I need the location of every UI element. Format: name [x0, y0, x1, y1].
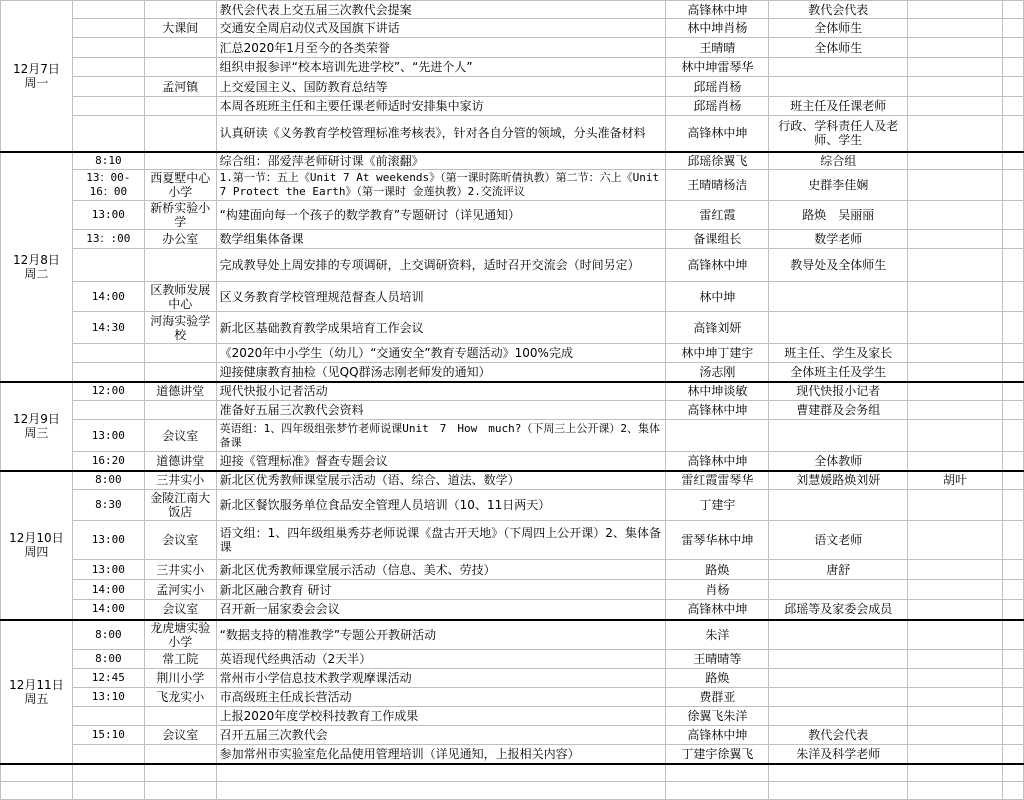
- schedule-row: [1, 471, 1024, 490]
- blank-cell[interactable]: [1002, 344, 1023, 363]
- empty-cell[interactable]: [1002, 764, 1023, 782]
- time-cell[interactable]: 12:00: [72, 382, 144, 401]
- time-cell[interactable]: 14:00: [72, 580, 144, 600]
- time-cell[interactable]: [72, 344, 144, 363]
- schedule-row: [1, 620, 1024, 650]
- time-cell[interactable]: 14:00: [72, 282, 144, 312]
- time-cell[interactable]: 13:10: [72, 688, 144, 707]
- participants-cell[interactable]: 现代快报小记者: [769, 382, 908, 401]
- place-cell[interactable]: 龙虎塘实验小学: [144, 620, 216, 650]
- time-cell[interactable]: [72, 363, 144, 382]
- schedule-row: [1, 669, 1024, 688]
- schedule-row: [1, 726, 1024, 745]
- blank-cell[interactable]: [1002, 650, 1023, 669]
- place-cell[interactable]: 会议室: [144, 600, 216, 620]
- time-cell[interactable]: [72, 77, 144, 97]
- extra-cell[interactable]: [908, 249, 1003, 282]
- lead-cell[interactable]: 雷红霞雷琴华: [666, 471, 769, 490]
- empty-row: [1, 764, 1024, 782]
- time-cell[interactable]: [72, 1, 144, 19]
- task-cell[interactable]: 区义务教育学校管理规范督查人员培训: [216, 282, 666, 312]
- place-cell[interactable]: 办公室: [144, 230, 216, 249]
- extra-cell[interactable]: [908, 344, 1003, 363]
- day-cell[interactable]: [1, 382, 73, 471]
- lead-cell[interactable]: 林中坤肖杨: [666, 19, 769, 38]
- participants-cell[interactable]: 全体师生: [769, 19, 908, 38]
- task-cell[interactable]: 迎接健康教育抽检（见QQ群汤志刚老师发的通知）: [216, 363, 666, 382]
- time-cell[interactable]: 13:00: [72, 420, 144, 452]
- schedule-row: [1, 580, 1024, 600]
- blank-cell[interactable]: [1002, 521, 1023, 560]
- time-cell[interactable]: 8:00: [72, 620, 144, 650]
- schedule-row: [1, 650, 1024, 669]
- extra-cell[interactable]: [908, 726, 1003, 745]
- blank-cell[interactable]: [1002, 58, 1023, 77]
- task-cell[interactable]: 新北区优秀教师课堂展示活动（语、综合、道法、数学）: [216, 471, 666, 490]
- blank-cell[interactable]: [1002, 312, 1023, 344]
- blank-cell[interactable]: [1002, 249, 1023, 282]
- blank-cell[interactable]: [1002, 38, 1023, 58]
- time-cell[interactable]: [72, 401, 144, 420]
- empty-cell[interactable]: [144, 764, 216, 782]
- participants-cell[interactable]: 班主任、学生及家长: [769, 344, 908, 363]
- place-cell[interactable]: 会议室: [144, 521, 216, 560]
- time-cell[interactable]: [72, 707, 144, 726]
- participants-cell[interactable]: [769, 669, 908, 688]
- schedule-row: [1, 344, 1024, 363]
- task-cell[interactable]: 汇总2020年1月至今的各类荣誉: [216, 38, 666, 58]
- day-weekday: 周二: [24, 266, 49, 281]
- lead-cell[interactable]: 雷琴华林中坤: [666, 521, 769, 560]
- schedule-row: [1, 282, 1024, 312]
- lead-cell[interactable]: 高锋林中坤: [666, 1, 769, 19]
- extra-cell[interactable]: [908, 745, 1003, 764]
- blank-cell[interactable]: [1002, 1, 1023, 19]
- extra-cell[interactable]: [908, 401, 1003, 420]
- blank-cell[interactable]: [1002, 620, 1023, 650]
- task-cell[interactable]: 上交爱国主义、国防教育总结等: [216, 77, 666, 97]
- place-cell[interactable]: 金陵江南大饭店: [144, 490, 216, 521]
- day-cell[interactable]: [1, 152, 73, 382]
- blank-cell[interactable]: [1002, 97, 1023, 116]
- task-cell[interactable]: 召开五届三次教代会: [216, 726, 666, 745]
- participants-cell[interactable]: [769, 77, 908, 97]
- participants-cell[interactable]: 数学老师: [769, 230, 908, 249]
- task-cell[interactable]: 交通安全周启动仪式及国旗下讲话: [216, 19, 666, 38]
- place-cell[interactable]: 西夏墅中心小学: [144, 170, 216, 201]
- extra-cell[interactable]: [908, 521, 1003, 560]
- extra-cell[interactable]: [908, 152, 1003, 170]
- task-cell[interactable]: 组织申报参评“校本培训先进学校”、“先进个人”: [216, 58, 666, 77]
- blank-cell[interactable]: [1002, 201, 1023, 230]
- lead-cell[interactable]: 林中坤: [666, 282, 769, 312]
- blank-cell[interactable]: [1002, 669, 1023, 688]
- lead-cell[interactable]: 王晴晴等: [666, 650, 769, 669]
- place-cell[interactable]: 孟河实小: [144, 580, 216, 600]
- schedule-row: [1, 420, 1024, 452]
- participants-cell[interactable]: [769, 420, 908, 452]
- participants-cell[interactable]: 史群李佳娴: [769, 170, 908, 201]
- blank-cell[interactable]: [1002, 170, 1023, 201]
- lead-cell[interactable]: 汤志刚: [666, 363, 769, 382]
- blank-cell[interactable]: [1002, 600, 1023, 620]
- task-cell[interactable]: “数据支持的精准教学”专题公开教研活动: [216, 620, 666, 650]
- time-cell[interactable]: 8:10: [72, 152, 144, 170]
- task-cell[interactable]: 英语组：1、四年级组张梦竹老师说课Unit 7 How much?（下周三上公开课）2、集体备课: [216, 420, 666, 452]
- empty-cell[interactable]: [908, 764, 1003, 782]
- time-cell[interactable]: [72, 249, 144, 282]
- extra-cell[interactable]: [908, 452, 1003, 471]
- day-cell[interactable]: [1, 1, 73, 152]
- time-cell[interactable]: 15:10: [72, 726, 144, 745]
- time-cell[interactable]: 8:00: [72, 471, 144, 490]
- day-weekday: 周三: [24, 426, 49, 440]
- extra-cell[interactable]: [908, 97, 1003, 116]
- schedule-row: [1, 490, 1024, 521]
- time-cell[interactable]: [72, 97, 144, 116]
- place-cell[interactable]: 大课间: [144, 19, 216, 38]
- extra-cell[interactable]: [908, 688, 1003, 707]
- lead-cell[interactable]: 林中坤丁建宇: [666, 344, 769, 363]
- task-cell[interactable]: 市高级班主任成长营活动: [216, 688, 666, 707]
- time-cell[interactable]: 13:00: [72, 201, 144, 230]
- extra-cell[interactable]: [908, 620, 1003, 650]
- blank-cell[interactable]: [1002, 580, 1023, 600]
- place-cell[interactable]: 道德讲堂: [144, 382, 216, 401]
- day-date: 12月7日: [12, 61, 60, 76]
- schedule-row: [1, 38, 1024, 58]
- participants-cell[interactable]: [769, 580, 908, 600]
- place-cell[interactable]: 道德讲堂: [144, 452, 216, 471]
- participants-cell[interactable]: 全体班主任及学生: [769, 363, 908, 382]
- extra-cell[interactable]: [908, 420, 1003, 452]
- lead-cell[interactable]: 王晴晴杨洁: [666, 170, 769, 201]
- time-cell[interactable]: 8:00: [72, 650, 144, 669]
- blank-cell[interactable]: [1002, 726, 1023, 745]
- extra-cell[interactable]: [908, 230, 1003, 249]
- blank-cell[interactable]: [1002, 152, 1023, 170]
- task-cell[interactable]: 迎接《管理标准》督查专题会议: [216, 452, 666, 471]
- place-cell[interactable]: [144, 152, 216, 170]
- blank-cell[interactable]: [1002, 688, 1023, 707]
- blank-cell[interactable]: [1002, 471, 1023, 490]
- extra-cell[interactable]: [908, 560, 1003, 580]
- blank-cell[interactable]: [1002, 282, 1023, 312]
- task-cell[interactable]: 新北区餐饮服务单位食品安全管理人员培训（10、11日两天）: [216, 490, 666, 521]
- task-cell[interactable]: 完成教导处上周安排的专项调研，上交调研资料，适时召开交流会（时间另定）: [216, 249, 666, 282]
- lead-cell[interactable]: 备课组长: [666, 230, 769, 249]
- task-cell[interactable]: 上报2020年度学校科技教育工作成果: [216, 707, 666, 726]
- extra-cell[interactable]: [908, 669, 1003, 688]
- participants-cell[interactable]: 语文老师: [769, 521, 908, 560]
- task-cell[interactable]: 语文组：1、四年级组巢秀芬老师说课《盘古开天地》（下周四上公开课）2、集体备课: [216, 521, 666, 560]
- participants-cell[interactable]: 综合组: [769, 152, 908, 170]
- day-cell[interactable]: [1, 471, 73, 620]
- time-cell[interactable]: [72, 38, 144, 58]
- schedule-row: [1, 58, 1024, 77]
- extra-cell[interactable]: [908, 650, 1003, 669]
- lead-cell[interactable]: 王晴晴: [666, 38, 769, 58]
- extra-cell[interactable]: [908, 382, 1003, 401]
- place-cell[interactable]: [144, 363, 216, 382]
- extra-cell[interactable]: [908, 77, 1003, 97]
- schedule-row: [1, 600, 1024, 620]
- schedule-row: [1, 452, 1024, 471]
- lead-cell[interactable]: 路焕: [666, 669, 769, 688]
- extra-cell[interactable]: [908, 1, 1003, 19]
- lead-cell[interactable]: [666, 420, 769, 452]
- task-cell[interactable]: “构建面向每一个孩子的数学教育”专题研讨（详见通知）: [216, 201, 666, 230]
- blank-cell[interactable]: [1002, 77, 1023, 97]
- schedule-row: [1, 97, 1024, 116]
- task-cell[interactable]: 现代快报小记者活动: [216, 382, 666, 401]
- extra-cell[interactable]: [908, 600, 1003, 620]
- lead-cell[interactable]: 高锋林中坤: [666, 116, 769, 152]
- participants-cell[interactable]: 全体教师: [769, 452, 908, 471]
- lead-cell[interactable]: 高锋林中坤: [666, 249, 769, 282]
- time-cell[interactable]: 13:00: [72, 521, 144, 560]
- extra-cell[interactable]: [908, 170, 1003, 201]
- schedule-row: [1, 201, 1024, 230]
- task-cell[interactable]: 1.第一节：五上《Unit 7 At weekends》（第一课时陈昕倩执教）第二节：六上《Unit 7 Protect the Earth》（第一课时 金莲执教）2.交流评议: [216, 170, 666, 201]
- place-cell[interactable]: [144, 707, 216, 726]
- schedule-row: [1, 312, 1024, 344]
- time-cell[interactable]: 13：:00: [72, 230, 144, 249]
- day-weekday: 周一: [24, 75, 49, 90]
- place-cell[interactable]: [144, 249, 216, 282]
- participants-cell[interactable]: [769, 688, 908, 707]
- extra-cell[interactable]: [908, 19, 1003, 38]
- lead-cell[interactable]: 邱瑶肖杨: [666, 97, 769, 116]
- day-cell[interactable]: [1, 620, 73, 764]
- schedule-row: [1, 707, 1024, 726]
- extra-cell[interactable]: 胡叶: [908, 471, 1003, 490]
- extra-cell[interactable]: [908, 580, 1003, 600]
- place-cell[interactable]: 荆川小学: [144, 669, 216, 688]
- schedule-row: [1, 363, 1024, 382]
- place-cell[interactable]: [144, 401, 216, 420]
- time-cell[interactable]: 14:30: [72, 312, 144, 344]
- day-date: 12月8日: [12, 252, 60, 267]
- lead-cell[interactable]: 丁建宇徐翼飞: [666, 745, 769, 764]
- day-date: 12月9日: [12, 412, 60, 426]
- schedule-row: [1, 77, 1024, 97]
- place-cell[interactable]: 孟河镇: [144, 77, 216, 97]
- place-cell[interactable]: [144, 97, 216, 116]
- participants-cell[interactable]: [769, 490, 908, 521]
- empty-cell[interactable]: [216, 764, 666, 782]
- task-cell[interactable]: 新北区优秀教师课堂展示活动（信息、美术、劳技）: [216, 560, 666, 580]
- extra-cell[interactable]: [908, 58, 1003, 77]
- task-cell[interactable]: 本周各班班主任和主要任课老师适时安排集中家访: [216, 97, 666, 116]
- blank-cell[interactable]: [1002, 382, 1023, 401]
- blank-cell[interactable]: [1002, 401, 1023, 420]
- task-cell[interactable]: 英语现代经典活动（2天半）: [216, 650, 666, 669]
- lead-cell[interactable]: 林中坤谈敏: [666, 382, 769, 401]
- participants-cell[interactable]: 邱瑶等及家委会成员: [769, 600, 908, 620]
- extra-cell[interactable]: [908, 38, 1003, 58]
- empty-cell[interactable]: [769, 764, 908, 782]
- place-cell[interactable]: 常工院: [144, 650, 216, 669]
- time-cell[interactable]: [72, 19, 144, 38]
- task-cell[interactable]: 参加常州市实验室危化品使用管理培训（详见通知，上报相关内容）: [216, 745, 666, 764]
- blank-cell[interactable]: [1002, 707, 1023, 726]
- lead-cell[interactable]: 邱瑶肖杨: [666, 77, 769, 97]
- participants-cell[interactable]: 曹建群及会务组: [769, 401, 908, 420]
- participants-cell[interactable]: [769, 312, 908, 344]
- lead-cell[interactable]: 徐翼飞朱洋: [666, 707, 769, 726]
- lead-cell[interactable]: 路焕: [666, 560, 769, 580]
- task-cell[interactable]: 数学组集体备课: [216, 230, 666, 249]
- schedule-row: [1, 116, 1024, 152]
- lead-cell[interactable]: 邱瑶徐翼飞: [666, 152, 769, 170]
- time-cell[interactable]: [72, 745, 144, 764]
- place-cell[interactable]: [144, 38, 216, 58]
- lead-cell[interactable]: 高锋林中坤: [666, 600, 769, 620]
- task-cell[interactable]: 新北区融合教育 研讨: [216, 580, 666, 600]
- participants-cell[interactable]: 路焕 吴丽丽: [769, 201, 908, 230]
- blank-cell[interactable]: [1002, 452, 1023, 471]
- place-cell[interactable]: 会议室: [144, 420, 216, 452]
- schedule-row: [1, 382, 1024, 401]
- blank-cell[interactable]: [1002, 116, 1023, 152]
- schedule-row: [1, 560, 1024, 580]
- time-cell[interactable]: [72, 58, 144, 77]
- place-cell[interactable]: 三井实小: [144, 471, 216, 490]
- lead-cell[interactable]: 朱洋: [666, 620, 769, 650]
- lead-cell[interactable]: 高锋刘妍: [666, 312, 769, 344]
- schedule-row: [1, 521, 1024, 560]
- extra-cell[interactable]: [908, 201, 1003, 230]
- participants-cell[interactable]: 唐舒: [769, 560, 908, 580]
- participants-cell[interactable]: [769, 707, 908, 726]
- extra-cell[interactable]: [908, 363, 1003, 382]
- schedule-row: [1, 401, 1024, 420]
- empty-cell[interactable]: [1, 764, 73, 782]
- participants-cell[interactable]: [769, 282, 908, 312]
- participants-cell[interactable]: [769, 650, 908, 669]
- place-cell[interactable]: 新桥实验小学: [144, 201, 216, 230]
- lead-cell[interactable]: 肖杨: [666, 580, 769, 600]
- place-cell[interactable]: 飞龙实小: [144, 688, 216, 707]
- place-cell[interactable]: 区教师发展中心: [144, 282, 216, 312]
- schedule-row: [1, 1, 1024, 19]
- day-weekday: 周四: [24, 545, 49, 559]
- lead-cell[interactable]: 高锋林中坤: [666, 401, 769, 420]
- participants-cell[interactable]: 班主任及任课老师: [769, 97, 908, 116]
- place-cell[interactable]: 河海实验学校: [144, 312, 216, 344]
- schedule-row: [1, 745, 1024, 764]
- lead-cell[interactable]: 丁建宇: [666, 490, 769, 521]
- extra-cell[interactable]: [908, 312, 1003, 344]
- time-cell[interactable]: 14:00: [72, 600, 144, 620]
- blank-cell[interactable]: [1002, 490, 1023, 521]
- schedule-row: [1, 19, 1024, 38]
- lead-cell[interactable]: 高锋林中坤: [666, 452, 769, 471]
- extra-cell[interactable]: [908, 282, 1003, 312]
- time-cell[interactable]: [72, 116, 144, 152]
- lead-cell[interactable]: 费群亚: [666, 688, 769, 707]
- blank-cell[interactable]: [1002, 560, 1023, 580]
- extra-cell[interactable]: [908, 116, 1003, 152]
- time-cell[interactable]: 16:20: [72, 452, 144, 471]
- task-cell[interactable]: 认真研读《义务教育学校管理标准考核表》，针对各自分管的领域，分头准备材料: [216, 116, 666, 152]
- place-cell[interactable]: [144, 745, 216, 764]
- place-cell[interactable]: [144, 1, 216, 19]
- extra-cell[interactable]: [908, 490, 1003, 521]
- schedule-row: [1, 688, 1024, 707]
- place-cell[interactable]: 三井实小: [144, 560, 216, 580]
- task-cell[interactable]: 准备好五届三次教代会资料: [216, 401, 666, 420]
- task-cell[interactable]: 常州市小学信息技术教学观摩课活动: [216, 669, 666, 688]
- blank-cell[interactable]: [1002, 230, 1023, 249]
- participants-cell[interactable]: 朱洋及科学老师: [769, 745, 908, 764]
- blank-cell[interactable]: [1002, 745, 1023, 764]
- day-date: 12月10日: [9, 531, 64, 545]
- day-date: 12月11日: [9, 677, 64, 692]
- place-cell[interactable]: [144, 344, 216, 363]
- schedule-row: [1, 170, 1024, 201]
- place-cell[interactable]: [144, 58, 216, 77]
- participants-cell[interactable]: 全体师生: [769, 38, 908, 58]
- lead-cell[interactable]: 高锋林中坤: [666, 726, 769, 745]
- blank-cell[interactable]: [1002, 363, 1023, 382]
- time-cell[interactable]: 13:00: [72, 560, 144, 580]
- extra-cell[interactable]: [908, 707, 1003, 726]
- task-cell[interactable]: 综合组：邵爱萍老师研讨课《前滚翻》: [216, 152, 666, 170]
- participants-cell[interactable]: 教导处及全体师生: [769, 249, 908, 282]
- lead-cell[interactable]: 雷红霞: [666, 201, 769, 230]
- task-cell[interactable]: 《2020年中小学生（幼儿）“交通安全”教育专题活动》100%完成: [216, 344, 666, 363]
- day-weekday: 周五: [24, 691, 49, 706]
- task-cell[interactable]: 召开新一届家委会会议: [216, 600, 666, 620]
- participants-cell[interactable]: 刘慧媛路焕刘妍: [769, 471, 908, 490]
- empty-cell[interactable]: [72, 764, 144, 782]
- empty-cell[interactable]: [666, 764, 769, 782]
- place-cell[interactable]: 会议室: [144, 726, 216, 745]
- time-cell[interactable]: 13：00-16：00: [72, 170, 144, 201]
- task-cell[interactable]: 教代会代表上交五届三次教代会提案: [216, 1, 666, 19]
- participants-cell[interactable]: [769, 58, 908, 77]
- place-cell[interactable]: [144, 116, 216, 152]
- time-cell[interactable]: 8:30: [72, 490, 144, 521]
- schedule-row: [1, 152, 1024, 170]
- schedule-row: [1, 249, 1024, 282]
- schedule-row: [1, 230, 1024, 249]
- participants-cell[interactable]: [769, 620, 908, 650]
- lead-cell[interactable]: 林中坤雷琴华: [666, 58, 769, 77]
- time-cell[interactable]: 12:45: [72, 669, 144, 688]
- blank-cell[interactable]: [1002, 19, 1023, 38]
- task-cell[interactable]: 新北区基础教育教学成果培育工作会议: [216, 312, 666, 344]
- blank-cell[interactable]: [1002, 420, 1023, 452]
- participants-cell[interactable]: 教代会代表: [769, 726, 908, 745]
- participants-cell[interactable]: 行政、学科责任人及老师、学生: [769, 116, 908, 152]
- participants-cell[interactable]: 教代会代表: [769, 1, 908, 19]
